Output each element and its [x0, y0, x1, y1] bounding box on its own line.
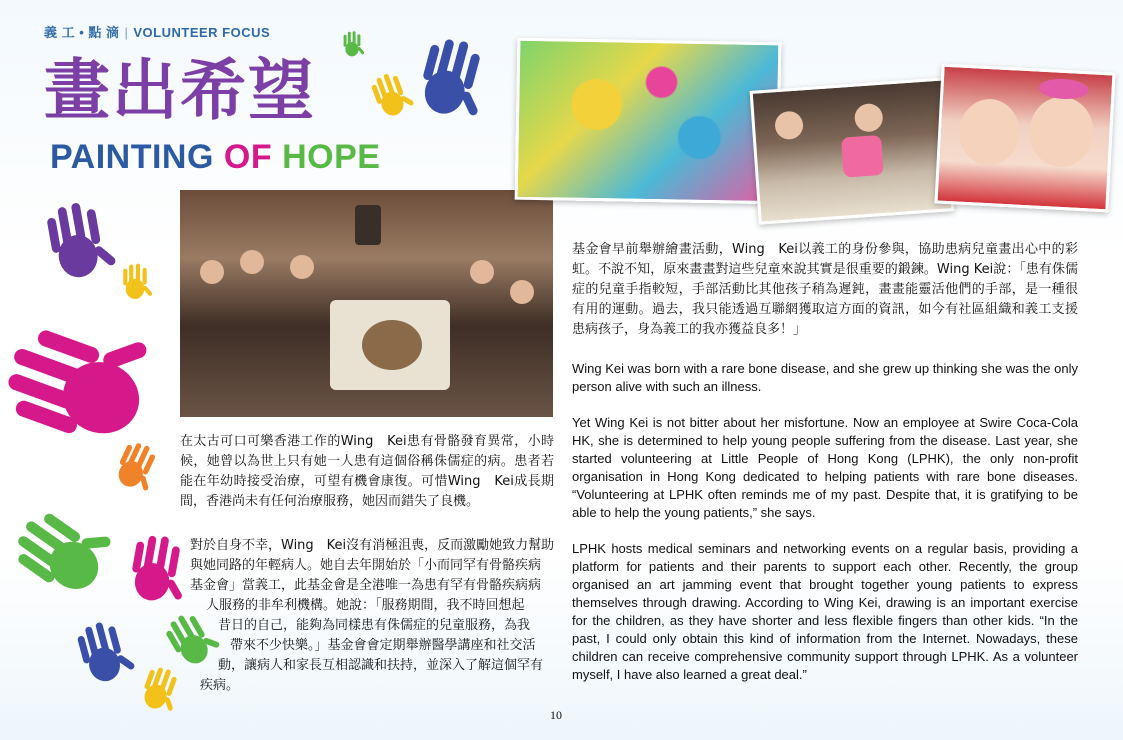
mural-photo: [515, 38, 782, 205]
handprint-icon: [118, 262, 152, 304]
handprint-icon: [0, 485, 134, 630]
handprint-icon: [116, 527, 193, 615]
handprint-icon: [64, 613, 140, 696]
group-photo: [180, 190, 553, 417]
english-article: [572, 360, 1078, 702]
zh-paragraph-2-line-6: 帶來不少快樂。」基金會會定期舉辦醫學講座和社交活: [230, 638, 536, 653]
zh-paragraph-2-line-8: 疾病。: [200, 678, 240, 693]
kicker-zh: 義 工 • 點 滴: [44, 25, 120, 40]
zh-paragraph-1: 在太古可口可樂香港工作的Wing Kei患有骨骼發育異常，小時候，她曾以為世上只有她一人患有這個俗稱侏儒症的病。患者若能在年幼時接受治療，可望有機會康復。可惜Wing Kei成長期間，香港尚未有任何治療服務，她因而錯失了良機。: [180, 434, 554, 509]
two-girls-photo: [934, 64, 1115, 213]
title-word-painting: PAINTING: [50, 138, 214, 176]
zh-paragraph-2-line-1: 對於自身不幸，Wing Kei沒有消極沮喪，反而激勵她致力幫助: [190, 538, 555, 553]
page-title-zh: 畫出希望: [44, 52, 316, 129]
title-word-hope: HOPE: [282, 138, 381, 176]
kicker-en: VOLUNTEER FOCUS: [133, 25, 271, 40]
page-title-en: [50, 140, 380, 174]
handprint-icon: [398, 26, 499, 134]
en-paragraph-1: Wing Kei was born with a rare bone disease, and she grew up thinking she was the only person alive with such an illness.: [572, 361, 1078, 394]
zh-paragraph-2-line-4: 人服務的非牟利機構。她說：「服務期間，我不時回想起: [206, 598, 525, 613]
zh-paragraph-2-line-7: 動，讓病人和家長互相認識和扶持，並深入了解這個罕有: [218, 658, 544, 673]
section-kicker: [44, 22, 270, 41]
children-painting-photo: [750, 77, 955, 224]
zh-paragraph-2-line-5: 昔日的自己，能夠為同樣患有侏儒症的兒童服務，為我: [218, 618, 531, 633]
en-paragraph-3: LPHK hosts medical seminars and networking events on a regular basis, providing a platform for patients and their parents to support each other. Recently, the group organised an art jamming event that brought together young patients to express themselves through drawing. According to Wing Kei, drawing is an important exercise for the children, as they have shorter and less flexible fingers than other kids. “In the past, I could only obtain this kind of information from the Internet. Nowadays, these children can receive comprehensive community support through LPHK. As a volunteer myself, I have also learned a great deal.”: [572, 541, 1078, 682]
title-word-of: OF: [223, 138, 273, 176]
kicker-separator: |: [124, 25, 129, 40]
zh-paragraph-2-line-3: 基金會」當義工，此基金會是全港唯一為患有罕有骨骼疾病病: [190, 578, 542, 593]
zh-paragraph-right: 基金會早前舉辦繪畫活動，Wing Kei以義工的身份參與，協助患病兒童畫出心中的彩虹。不說不知，原來畫畫對這些兒童來說其實是很重要的鍛鍊。Wing Kei說：「患有侏儒症的兒童手指較短，手部活動比其他孩子稍為遲鈍，畫畫能靈活他們的手部，是一種很有用的運動。過去，我只能透過互聯網獲取這方面的資訊，如今有社區組織和義工支援患病孩子，身為義工的我亦獲益良多！」: [572, 242, 1078, 337]
zh-paragraph-2-line-2: 與她同路的年輕病人。她自去年開始於「小而同罕有骨骼疾病: [190, 558, 542, 573]
en-paragraph-2: Yet Wing Kei is not bitter about her misfortune. Now an employee at Swire Coca-Cola HK, she is determined to help young people suffering from the disease. Last year, she started volunteering at Little People of Hong Kong (LPHK), the only non-profit organisation in Hong Kong dedicated to helping patients with rare bone diseases. “Volunteering at LPHK often reminds me of my past. Despite that, it is gratifying to be able to help the young patients,” she says.: [572, 415, 1078, 520]
handprint-icon: [340, 30, 364, 60]
page-number: 10: [550, 708, 562, 722]
handprint-icon: [33, 194, 119, 293]
